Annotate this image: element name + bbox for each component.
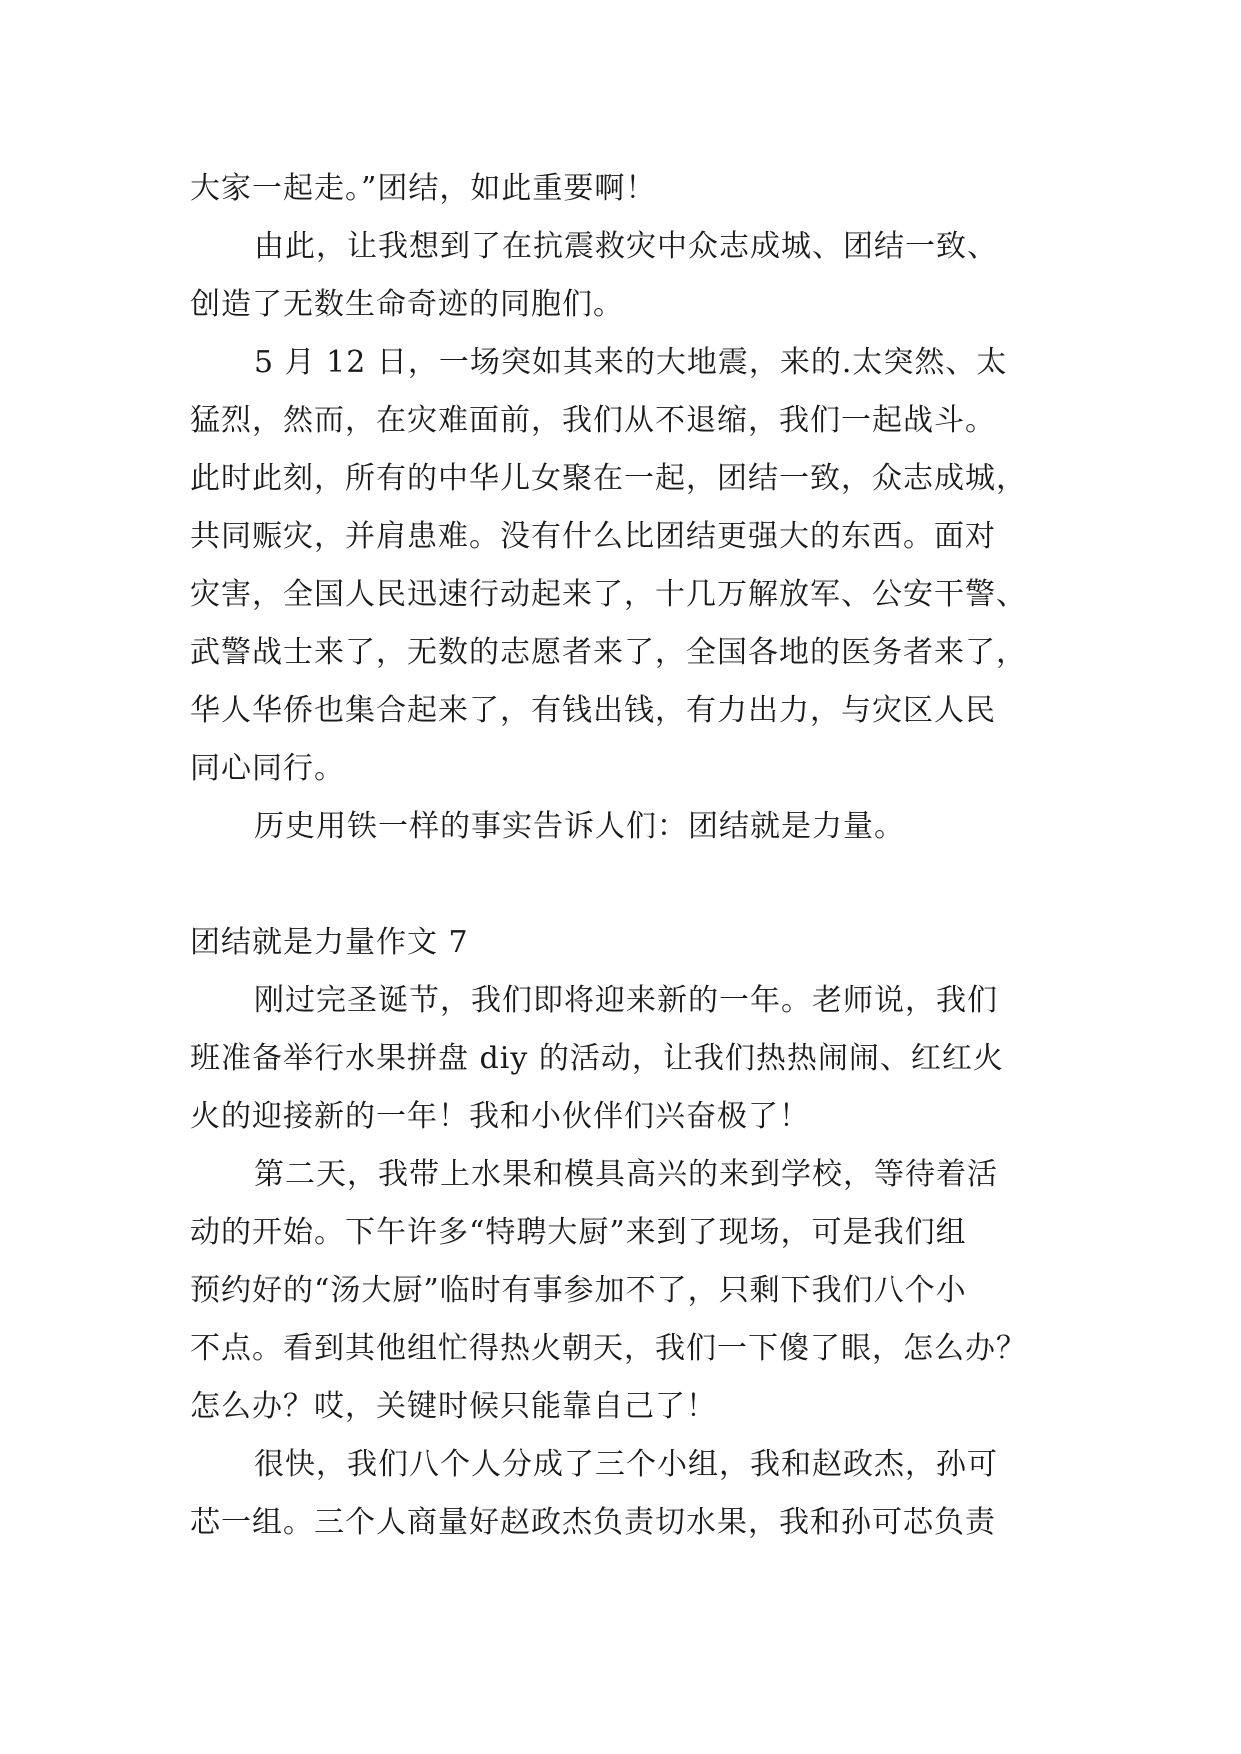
text-line: 怎么办？哎，关键时候只能靠自己了！ xyxy=(190,1389,717,1424)
text-line: 同心同行。 xyxy=(190,751,345,786)
text-line: 共同赈灾，并肩患难。没有什么比团结更强大的东西。面对 xyxy=(190,519,996,554)
paragraph-start: 刚过完圣诞节，我们即将迎来新的一年。老师说，我们 xyxy=(254,983,998,1018)
text-line: 创造了无数生命奇迹的同胞们。 xyxy=(190,287,624,322)
text-line: 猛烈，然而，在灾难面前，我们从不退缩，我们一起战斗。 xyxy=(190,403,996,438)
blank-line xyxy=(190,856,1070,914)
paragraph-start: 由此，让我想到了在抗震救灾中众志成城、团结一致、 xyxy=(254,229,998,264)
text-line: 班准备举行水果拼盘 diy 的活动，让我们热热闹闹、红红火 xyxy=(190,1041,1004,1076)
text-line: 武警战士来了，无数的志愿者来了，全国各地的医务者来了， xyxy=(190,635,1027,670)
paragraph-start: 历史用铁一样的事实告诉人们：团结就是力量。 xyxy=(254,809,905,844)
text-line: 火的迎接新的一年！我和小伙伴们兴奋极了！ xyxy=(190,1099,810,1134)
document-body xyxy=(190,160,1070,1552)
text-line: 灾害，全国人民迅速行动起来了，十几万解放军、公安干警、 xyxy=(190,577,1027,612)
text-line: 此时此刻，所有的中华儿女聚在一起，团结一致，众志成城， xyxy=(190,461,1027,496)
paragraph-start: 5 月 12 日，一场突如其来的大地震，来的.太突然、太 xyxy=(254,345,1008,380)
text-line: 大家一起走。”团结，如此重要啊！ xyxy=(190,171,657,206)
paragraph-start: 第二天，我带上水果和模具高兴的来到学校，等待着活 xyxy=(254,1157,998,1192)
text-line: 华人华侨也集合起来了，有钱出钱，有力出力，与灾区人民 xyxy=(190,693,996,728)
section-heading: 团结就是力量作文 7 xyxy=(190,925,469,960)
paragraph-start: 很快，我们八个人分成了三个小组，我和赵政杰，孙可 xyxy=(254,1447,998,1482)
text-line: 动的开始。下午许多“特聘大厨”来到了现场，可是我们组 xyxy=(190,1215,967,1250)
text-line: 预约好的“汤大厨”临时有事参加不了，只剩下我们八个小 xyxy=(190,1273,967,1308)
text-line: 不点。看到其他组忙得热火朝天，我们一下傻了眼，怎么办？ xyxy=(190,1331,1027,1366)
text-line: 芯一组。三个人商量好赵政杰负责切水果，我和孙可芯负责 xyxy=(190,1505,996,1540)
